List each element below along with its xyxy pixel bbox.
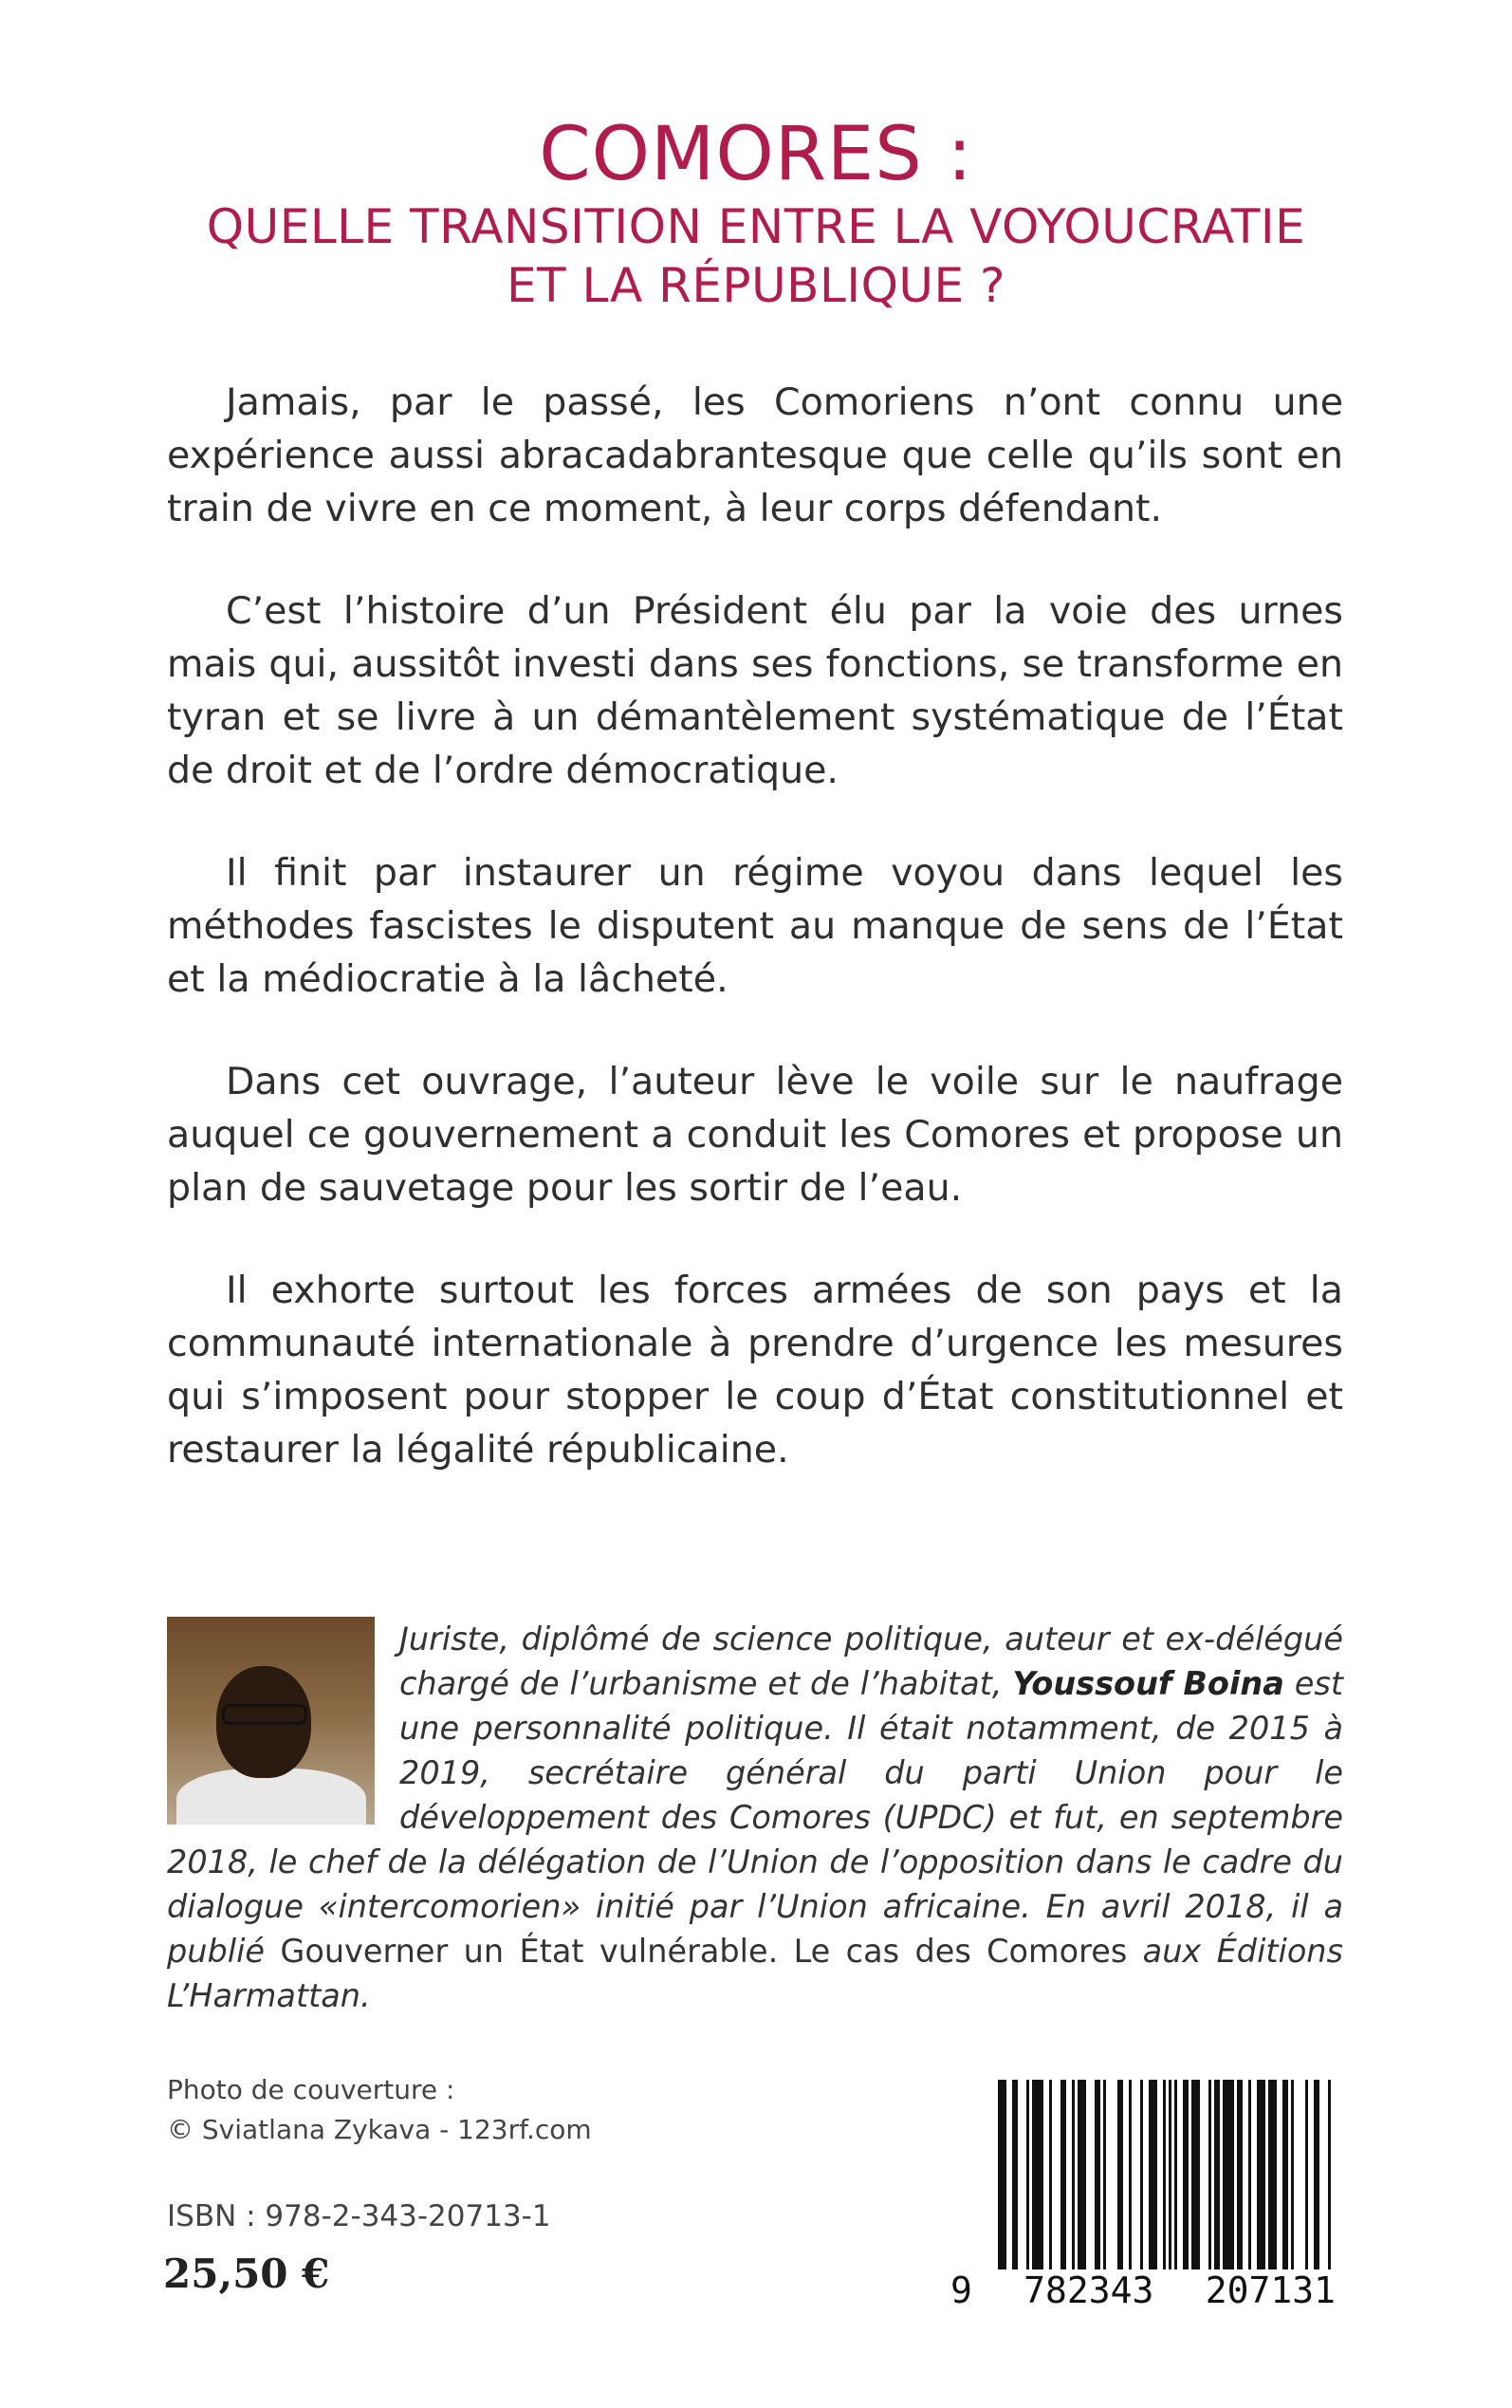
barcode-bar [1149, 2080, 1157, 2269]
previous-book-title: Gouverner un État vulnérable. Le cas des Comores [280, 1933, 1128, 1970]
barcode-bar [1163, 2080, 1166, 2269]
isbn: ISBN : 978-2-343-20713-1 [167, 2199, 551, 2233]
barcode-bar [1314, 2080, 1319, 2269]
author-section [167, 1617, 1343, 2018]
barcode-bar [998, 2080, 1006, 2269]
photo-credit-source: © Sviatlana Zykava - 123rf.com [167, 2114, 592, 2145]
barcode-bar [1072, 2080, 1075, 2269]
barcode-bar [1169, 2080, 1171, 2269]
blurb [167, 376, 1343, 1526]
barcode-bar [1140, 2080, 1143, 2269]
barcode-bar [1183, 2080, 1189, 2269]
barcode [950, 2080, 1336, 2319]
barcode-bar [1174, 2080, 1177, 2269]
book-title-block [0, 112, 1512, 315]
barcode-bar [1282, 2080, 1288, 2269]
blurb-paragraph-5: Il exhorte surtout les forces armées de son pays et la communauté internationale à prendre d’urgence les mesures qui s’imposent pour stopper le coup d’État constitutionnel et restaurer la légalité républicaine. [167, 1269, 1343, 1472]
author-bio-middle: est une personnalité politique. Il était notamment, de 2015 à 2019, secrétaire général du parti Union pour le développement des Comores (UPDC) et fut, en septembre 2018, le chef de la délégation de l’Union de l’opposition dans le cadre du dialogue «intercomorien» initié par l’Union africaine. En avril 2018, il a publié [167, 1665, 1343, 1970]
barcode-bar [1026, 2080, 1029, 2269]
barcode-bar [1012, 2080, 1018, 2269]
barcode-bar [1095, 2080, 1100, 2269]
blurb-paragraph-4: Dans cet ouvrage, l’auteur lève le voile sur le naufrage auquel ce gouvernement a conduit les Comores et propose un plan de sauvetage pour les sortir de l’eau. [167, 1060, 1343, 1210]
author-bio-start: Juriste, diplômé de science politique, auteur et ex-délégué chargé de l’urbanisme et de l’habitat, [399, 1621, 1343, 1702]
barcode-group-2: 207131 [1205, 2269, 1336, 2311]
blurb-paragraph-3: Il finit par instaurer un régime voyou dans lequel les méthodes fascistes le disputent au manque de sens de l’État et la médiocratie à la lâcheté. [167, 851, 1343, 1001]
barcode-bar [1328, 2080, 1331, 2269]
barcode-bar [1214, 2080, 1220, 2269]
barcode-bar [1248, 2080, 1251, 2269]
barcode-bar [1049, 2080, 1052, 2269]
barcode-group-1: 782343 [1023, 2269, 1154, 2311]
barcode-bar [1117, 2080, 1123, 2269]
barcode-bar [1237, 2080, 1243, 2269]
barcode-bar [1257, 2080, 1265, 2269]
barcode-bar [1208, 2080, 1211, 2269]
blurb-paragraph-2: C’est l’histoire d’un Président élu par la voie des urnes mais qui, aussitôt investi dans ses fonctions, se transforme en tyran et se livre à un démantèlement systématique de l’État de droit et de l’ordre démocratique. [167, 589, 1343, 792]
barcode-bar [1078, 2080, 1086, 2269]
barcode-bar [1060, 2080, 1066, 2269]
barcode-number [950, 2269, 1336, 2311]
book-subtitle-line-2: ET LA RÉPUBLIQUE ? [506, 258, 1006, 313]
barcode-bar [1223, 2080, 1234, 2269]
barcode-first-digit: 9 [950, 2269, 972, 2311]
barcode-bar [1129, 2080, 1132, 2269]
author-name: Youssouf Boina [1012, 1665, 1284, 1702]
barcode-bars [950, 2080, 1336, 2274]
book-subtitle-line-1: QUELLE TRANSITION ENTRE LA VOYOUCRATIE [206, 199, 1306, 254]
photo-credit-label: Photo de couverture : [167, 2074, 455, 2105]
barcode-bar [1191, 2080, 1200, 2269]
book-title: COMORES : [539, 112, 973, 197]
photo-credit [167, 2070, 592, 2150]
blurb-paragraph-1: Jamais, par le passé, les Comoriens n’ont connu une expérience aussi abracadabrantesque que celle qu’ils sont en train de vivre en ce moment, à leur corps défendant. [167, 380, 1343, 530]
author-bio-end: aux Éditions L’Harmattan. [167, 1933, 1343, 2014]
barcode-bar [1032, 2080, 1043, 2269]
price: 25,50 € [163, 2251, 330, 2297]
barcode-bar [1305, 2080, 1308, 2269]
barcode-bar [1103, 2080, 1106, 2269]
barcode-bar [1291, 2080, 1294, 2269]
author-photo [167, 1617, 375, 1825]
barcode-bar [1268, 2080, 1277, 2269]
